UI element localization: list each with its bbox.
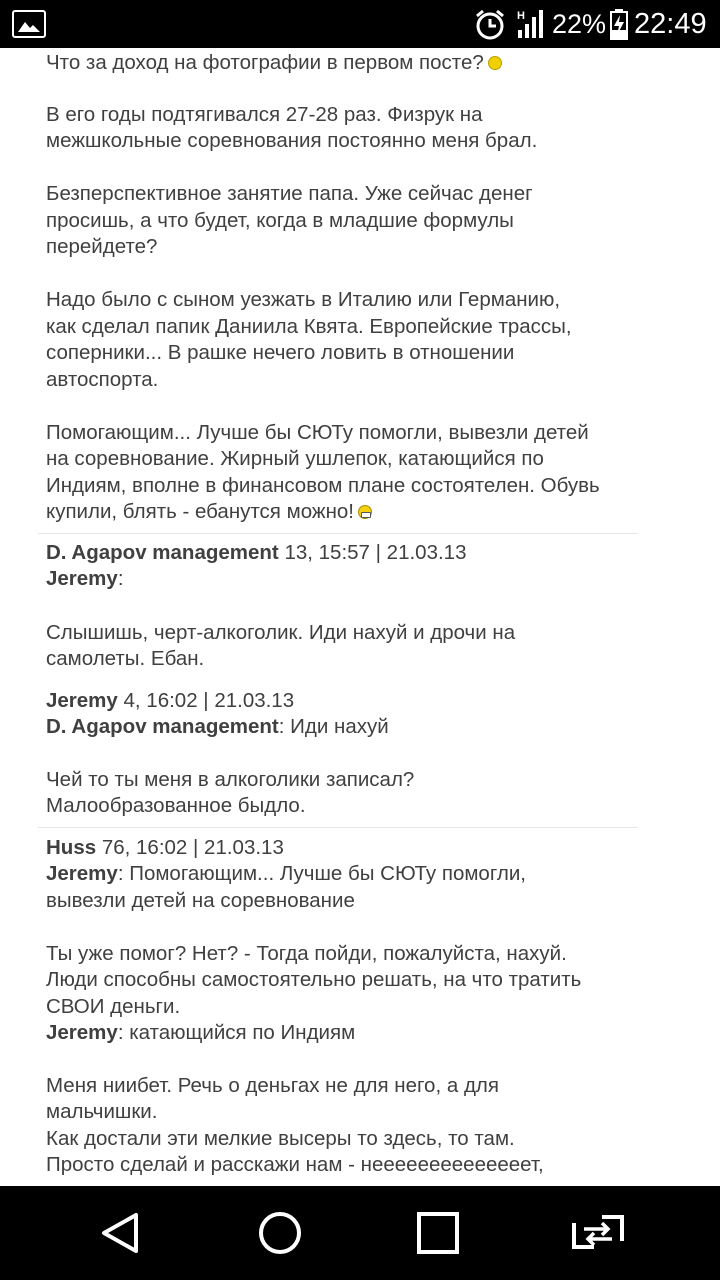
post-text-line: просишь, а что будет, когда в младшие формулы bbox=[46, 209, 514, 232]
screen-mirror-button[interactable] bbox=[538, 1186, 658, 1280]
post-quote-line: Jeremy: Помогающим... Лучше бы СЮТу помогли, bbox=[46, 862, 526, 885]
post-author[interactable]: D. Agapov management bbox=[46, 541, 279, 564]
post-text-line: Как достали эти мелкие высеры то здесь, то там. bbox=[46, 1127, 515, 1150]
post-text-line: Помогающим... Лучше бы СЮТу помогли, вывезли детей bbox=[46, 421, 589, 444]
recents-icon bbox=[416, 1211, 460, 1255]
post-quote-line: D. Agapov management: Иди нахуй bbox=[46, 715, 389, 738]
home-button[interactable] bbox=[220, 1186, 340, 1280]
post-text-line: автоспорта. bbox=[46, 368, 159, 391]
post-text-line: Безперспективное занятие папа. Уже сейчас денег bbox=[46, 182, 533, 205]
post-divider bbox=[38, 533, 638, 534]
post-text-line: Надо было с сыном уезжать в Италию или Германию, bbox=[46, 288, 561, 311]
post-divider bbox=[38, 827, 638, 828]
post-text-line: как сделал папик Даниила Квята. Европейские трассы, bbox=[46, 315, 572, 338]
post-text-line: Просто сделай и расскажи нам - неееееееееееееет, bbox=[46, 1153, 544, 1176]
signal-icon bbox=[516, 8, 548, 45]
home-icon bbox=[257, 1210, 303, 1256]
post-quote-line: вывезли детей на соревнование bbox=[46, 889, 355, 912]
battery-percent: 22% bbox=[552, 9, 607, 39]
post-text-line: Что за доход на фотографии в первом посте? bbox=[46, 50, 502, 77]
post-author[interactable]: Jeremy bbox=[46, 689, 118, 712]
post-quote-line: Jeremy: катающийся по Индиям bbox=[46, 1021, 356, 1044]
status-bar bbox=[0, 0, 720, 48]
grin-emoji-icon bbox=[358, 505, 372, 519]
post-text-line: Малообразованное быдло. bbox=[46, 794, 306, 817]
post-header bbox=[46, 835, 284, 862]
post-text-line: Индиям, вполне в финансовом плане состоятелен. Обувь bbox=[46, 474, 600, 497]
post-header bbox=[46, 688, 294, 715]
post-text-line: перейдете? bbox=[46, 235, 158, 258]
post-text-line: межшкольные соревнования постоянно меня брал. bbox=[46, 129, 538, 152]
post-quote-line: Jeremy: bbox=[46, 567, 124, 590]
post-text-line: на соревнование. Жирный ушлепок, катающийся по bbox=[46, 447, 544, 470]
post-text-line: Слышишь, черт-алкоголик. Иди нахуй и дрочи на bbox=[46, 621, 516, 644]
screen-mirror-icon bbox=[570, 1213, 626, 1253]
post-text-line: самолеты. Ебан. bbox=[46, 647, 205, 670]
recents-button[interactable] bbox=[378, 1186, 498, 1280]
post-text-line: Ты уже помог? Нет? - Тогда пойди, пожалуйста, нахуй. bbox=[46, 942, 567, 965]
post-text-line: соперники... В рашке нечего ловить в отношении bbox=[46, 341, 515, 364]
comments-page[interactable] bbox=[0, 48, 720, 1186]
quote-author[interactable]: D. Agapov management bbox=[46, 715, 279, 738]
post-text-line: В его годы подтягивался 27-28 раз. Физрук на bbox=[46, 103, 483, 126]
back-button[interactable] bbox=[60, 1186, 180, 1280]
post-text-line: купили, блять - ебанутся можно! bbox=[46, 499, 372, 526]
quote-author[interactable]: Jeremy bbox=[46, 567, 118, 590]
post-meta: 76, 16:02 | 21.03.13 bbox=[96, 836, 284, 859]
back-icon bbox=[98, 1211, 142, 1255]
post-text-line: Люди способны самостоятельно решать, на что тратить bbox=[46, 968, 582, 991]
battery-charging-icon bbox=[609, 8, 629, 45]
clock-time: 22:49 bbox=[634, 8, 707, 40]
quote-author[interactable]: Jeremy bbox=[46, 1021, 118, 1044]
network-type-label: H bbox=[517, 10, 525, 22]
post-text-line: Чей то ты меня в алкоголики записал? bbox=[46, 768, 415, 791]
quote-author[interactable]: Jeremy bbox=[46, 862, 118, 885]
gallery-icon bbox=[12, 10, 46, 38]
post-header bbox=[46, 540, 466, 567]
post-text-line: СВОИ деньги. bbox=[46, 995, 181, 1018]
smiley-emoji-icon bbox=[488, 56, 502, 70]
post-text-line: мальчишки. bbox=[46, 1100, 158, 1123]
post-meta: 13, 15:57 | 21.03.13 bbox=[278, 541, 467, 564]
alarm-icon bbox=[473, 8, 507, 47]
post-text-line: Меня ниибет. Речь о деньгах не для него, а для bbox=[46, 1074, 499, 1097]
navigation-bar bbox=[0, 1186, 720, 1280]
post-meta: 4, 16:02 | 21.03.13 bbox=[117, 689, 295, 712]
post-author[interactable]: Huss bbox=[46, 836, 97, 859]
